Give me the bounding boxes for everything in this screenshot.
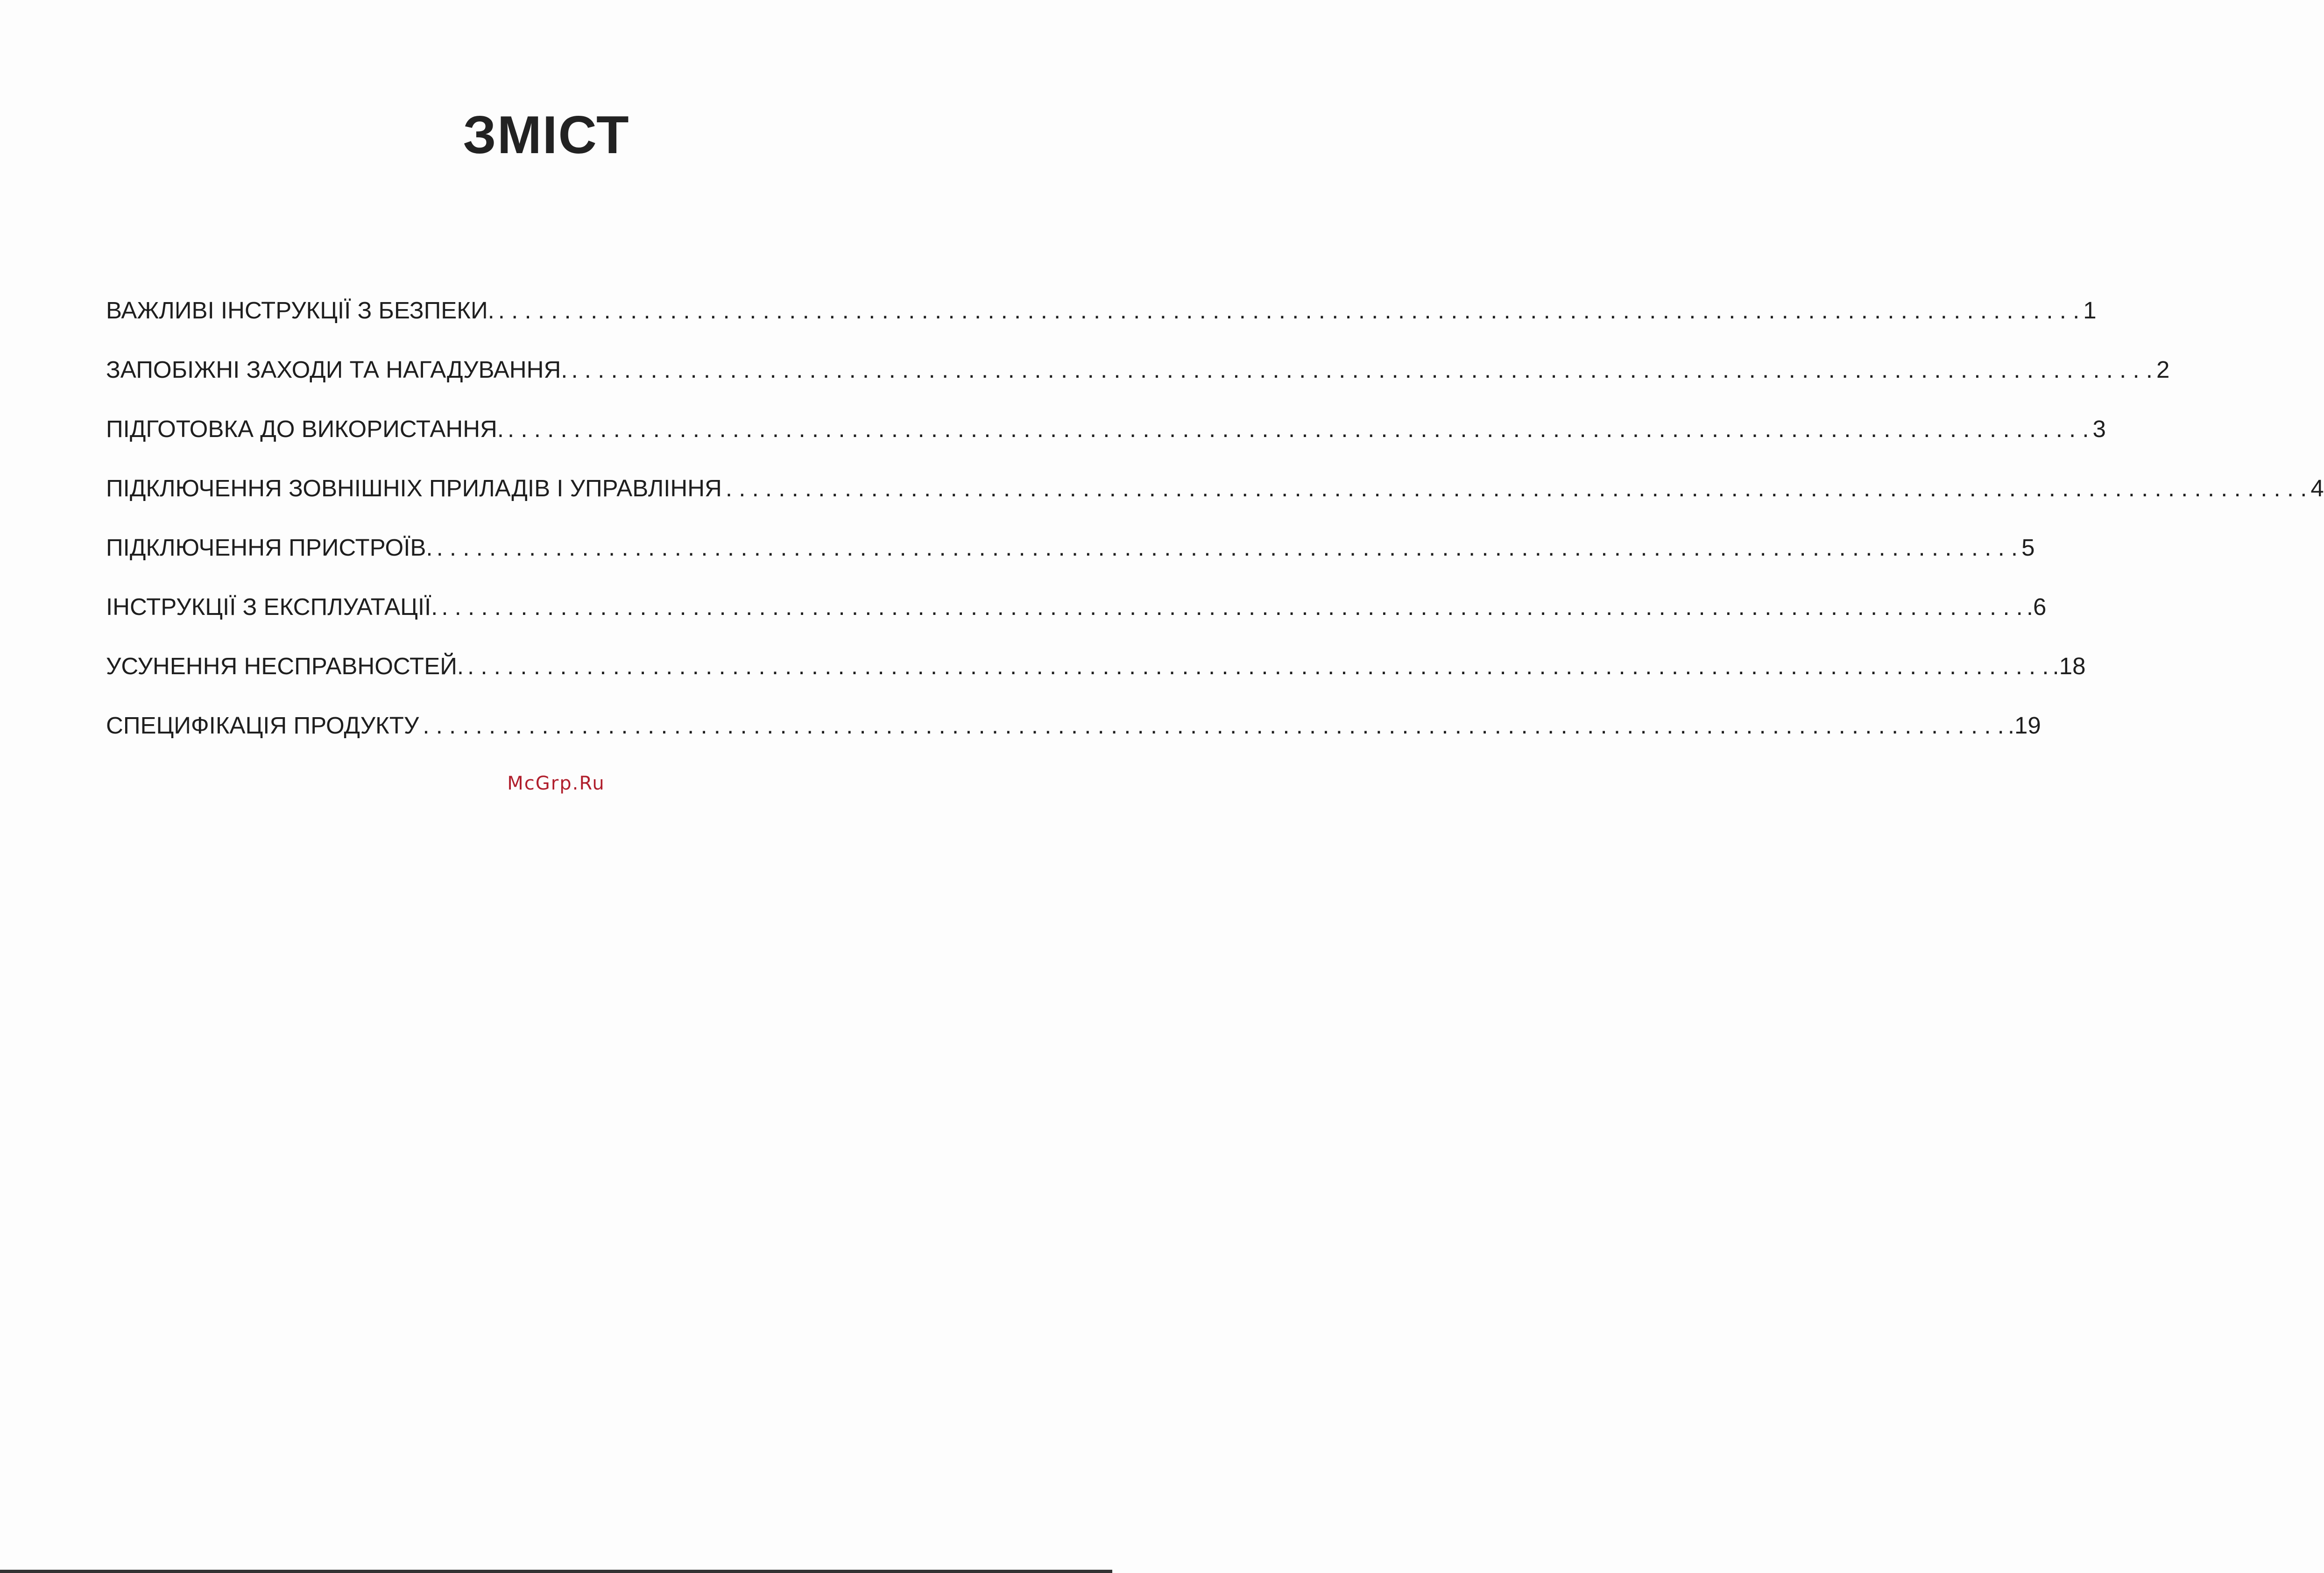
- watermark-text: McGrp.Ru: [507, 773, 605, 794]
- toc-entry: [106, 646, 2086, 705]
- toc-entry: [106, 350, 2170, 409]
- table-of-contents: [106, 290, 2324, 765]
- toc-dot-leader: . . . . . . . . . . . . . . . . . . . . . . . . . . . . . . . . . . . . . . . . . . . . . . . . . . . . . . . . . . . . . . . . . . . . . . . . . . . . . . . . . . . . . . . . . . . . . . . . . . . . . . . . . . . . . . . . . . . . . . . .: [508, 416, 2089, 442]
- page-bottom-divider: [0, 1570, 1112, 1573]
- toc-entry-label: ПІДГОТОВКА ДО ВИКОРИСТАННЯ.: [106, 416, 504, 442]
- toc-entry-page: 3: [2092, 416, 2106, 442]
- toc-entry-page: .18: [2052, 653, 2086, 679]
- toc-entry-label: ІНСТРУКЦІЇ З ЕКСПЛУАТАЦІЇ.: [106, 593, 438, 620]
- toc-dot-leader: . . . . . . . . . . . . . . . . . . . . . . . . . . . . . . . . . . . . . . . . . . . . . . . . . . . . . . . . . . . . . . . . . . . . . . . . . . . . . . . . . . . . . . . . . . . . . . . . . . . . . . . . . . . . . . . . . . . . . . . .: [571, 356, 2153, 383]
- toc-dot-leader: . . . . . . . . . . . . . . . . . . . . . . . . . . . . . . . . . . . . . . . . . . . . . . . . . . . . . . . . . . . . . . . . . . . . . . . . . . . . . . . . . . . . . . . . . . . . . . . . . . . . . . . . . . . . . . . . . . . . . . . .: [725, 475, 2307, 501]
- toc-entry: [106, 468, 2324, 528]
- toc-entry: [106, 528, 2035, 587]
- toc-entry: [106, 705, 2041, 765]
- toc-entry-label: УСУНЕННЯ НЕСПРАВНОСТЕЙ.: [106, 653, 464, 679]
- toc-entry-label: ВАЖЛИВІ ІНСТРУКЦІЇ З БЕЗПЕКИ.: [106, 297, 494, 324]
- toc-dot-leader: . . . . . . . . . . . . . . . . . . . . . . . . . . . . . . . . . . . . . . . . . . . . . . . . . . . . . . . . . . . . . . . . . . . . . . . . . . . . . . . . . . . . . . . . . . . . . . . . . . . . . . . . . . . . . . . . . . . . . . . .: [436, 534, 2018, 561]
- toc-dot-leader: . . . . . . . . . . . . . . . . . . . . . . . . . . . . . . . . . . . . . . . . . . . . . . . . . . . . . . . . . . . . . . . . . . . . . . . . . . . . . . . . . . . . . . . . . . . . . . . . . . . . . . . . . . . . . . . . . . . . . . . .: [423, 712, 2004, 739]
- toc-entry: [106, 409, 2106, 468]
- toc-entry-label: ЗАПОБІЖНІ ЗАХОДИ ТА НАГАДУВАННЯ.: [106, 356, 568, 383]
- toc-entry-page: 1: [2083, 297, 2097, 324]
- toc-entry: [106, 587, 2047, 646]
- toc-entry-page: 5: [2021, 534, 2035, 561]
- toc-entry-label: ПІДКЛЮЧЕННЯ ЗОВНІШНІХ ПРИЛАДІВ І УПРАВЛІННЯ: [106, 475, 722, 501]
- toc-dot-leader: . . . . . . . . . . . . . . . . . . . . . . . . . . . . . . . . . . . . . . . . . . . . . . . . . . . . . . . . . . . . . . . . . . . . . . . . . . . . . . . . . . . . . . . . . . . . . . . . . . . . . . . . . . . . . . . . . . . . . . . .: [467, 653, 2049, 679]
- toc-dot-leader: . . . . . . . . . . . . . . . . . . . . . . . . . . . . . . . . . . . . . . . . . . . . . . . . . . . . . . . . . . . . . . . . . . . . . . . . . . . . . . . . . . . . . . . . . . . . . . . . . . . . . . . . . . . . . . . . . . . . . . . .: [441, 593, 2023, 620]
- toc-entry-page: .19: [2007, 712, 2041, 739]
- toc-entry-label: СПЕЦИФІКАЦІЯ ПРОДУКТУ: [106, 712, 419, 739]
- toc-dot-leader: . . . . . . . . . . . . . . . . . . . . . . . . . . . . . . . . . . . . . . . . . . . . . . . . . . . . . . . . . . . . . . . . . . . . . . . . . . . . . . . . . . . . . . . . . . . . . . . . . . . . . . . . . . . . . . . . . . . . . . . .: [498, 297, 2080, 324]
- toc-entry-page: .6: [2026, 593, 2047, 620]
- toc-entry-page: 4: [2310, 475, 2324, 501]
- toc-entry-page: 2: [2156, 356, 2170, 383]
- toc-entry-label: ПІДКЛЮЧЕННЯ ПРИСТРОЇВ.: [106, 534, 433, 561]
- toc-entry: [106, 290, 2097, 350]
- page-title: ЗМІСТ: [463, 106, 630, 165]
